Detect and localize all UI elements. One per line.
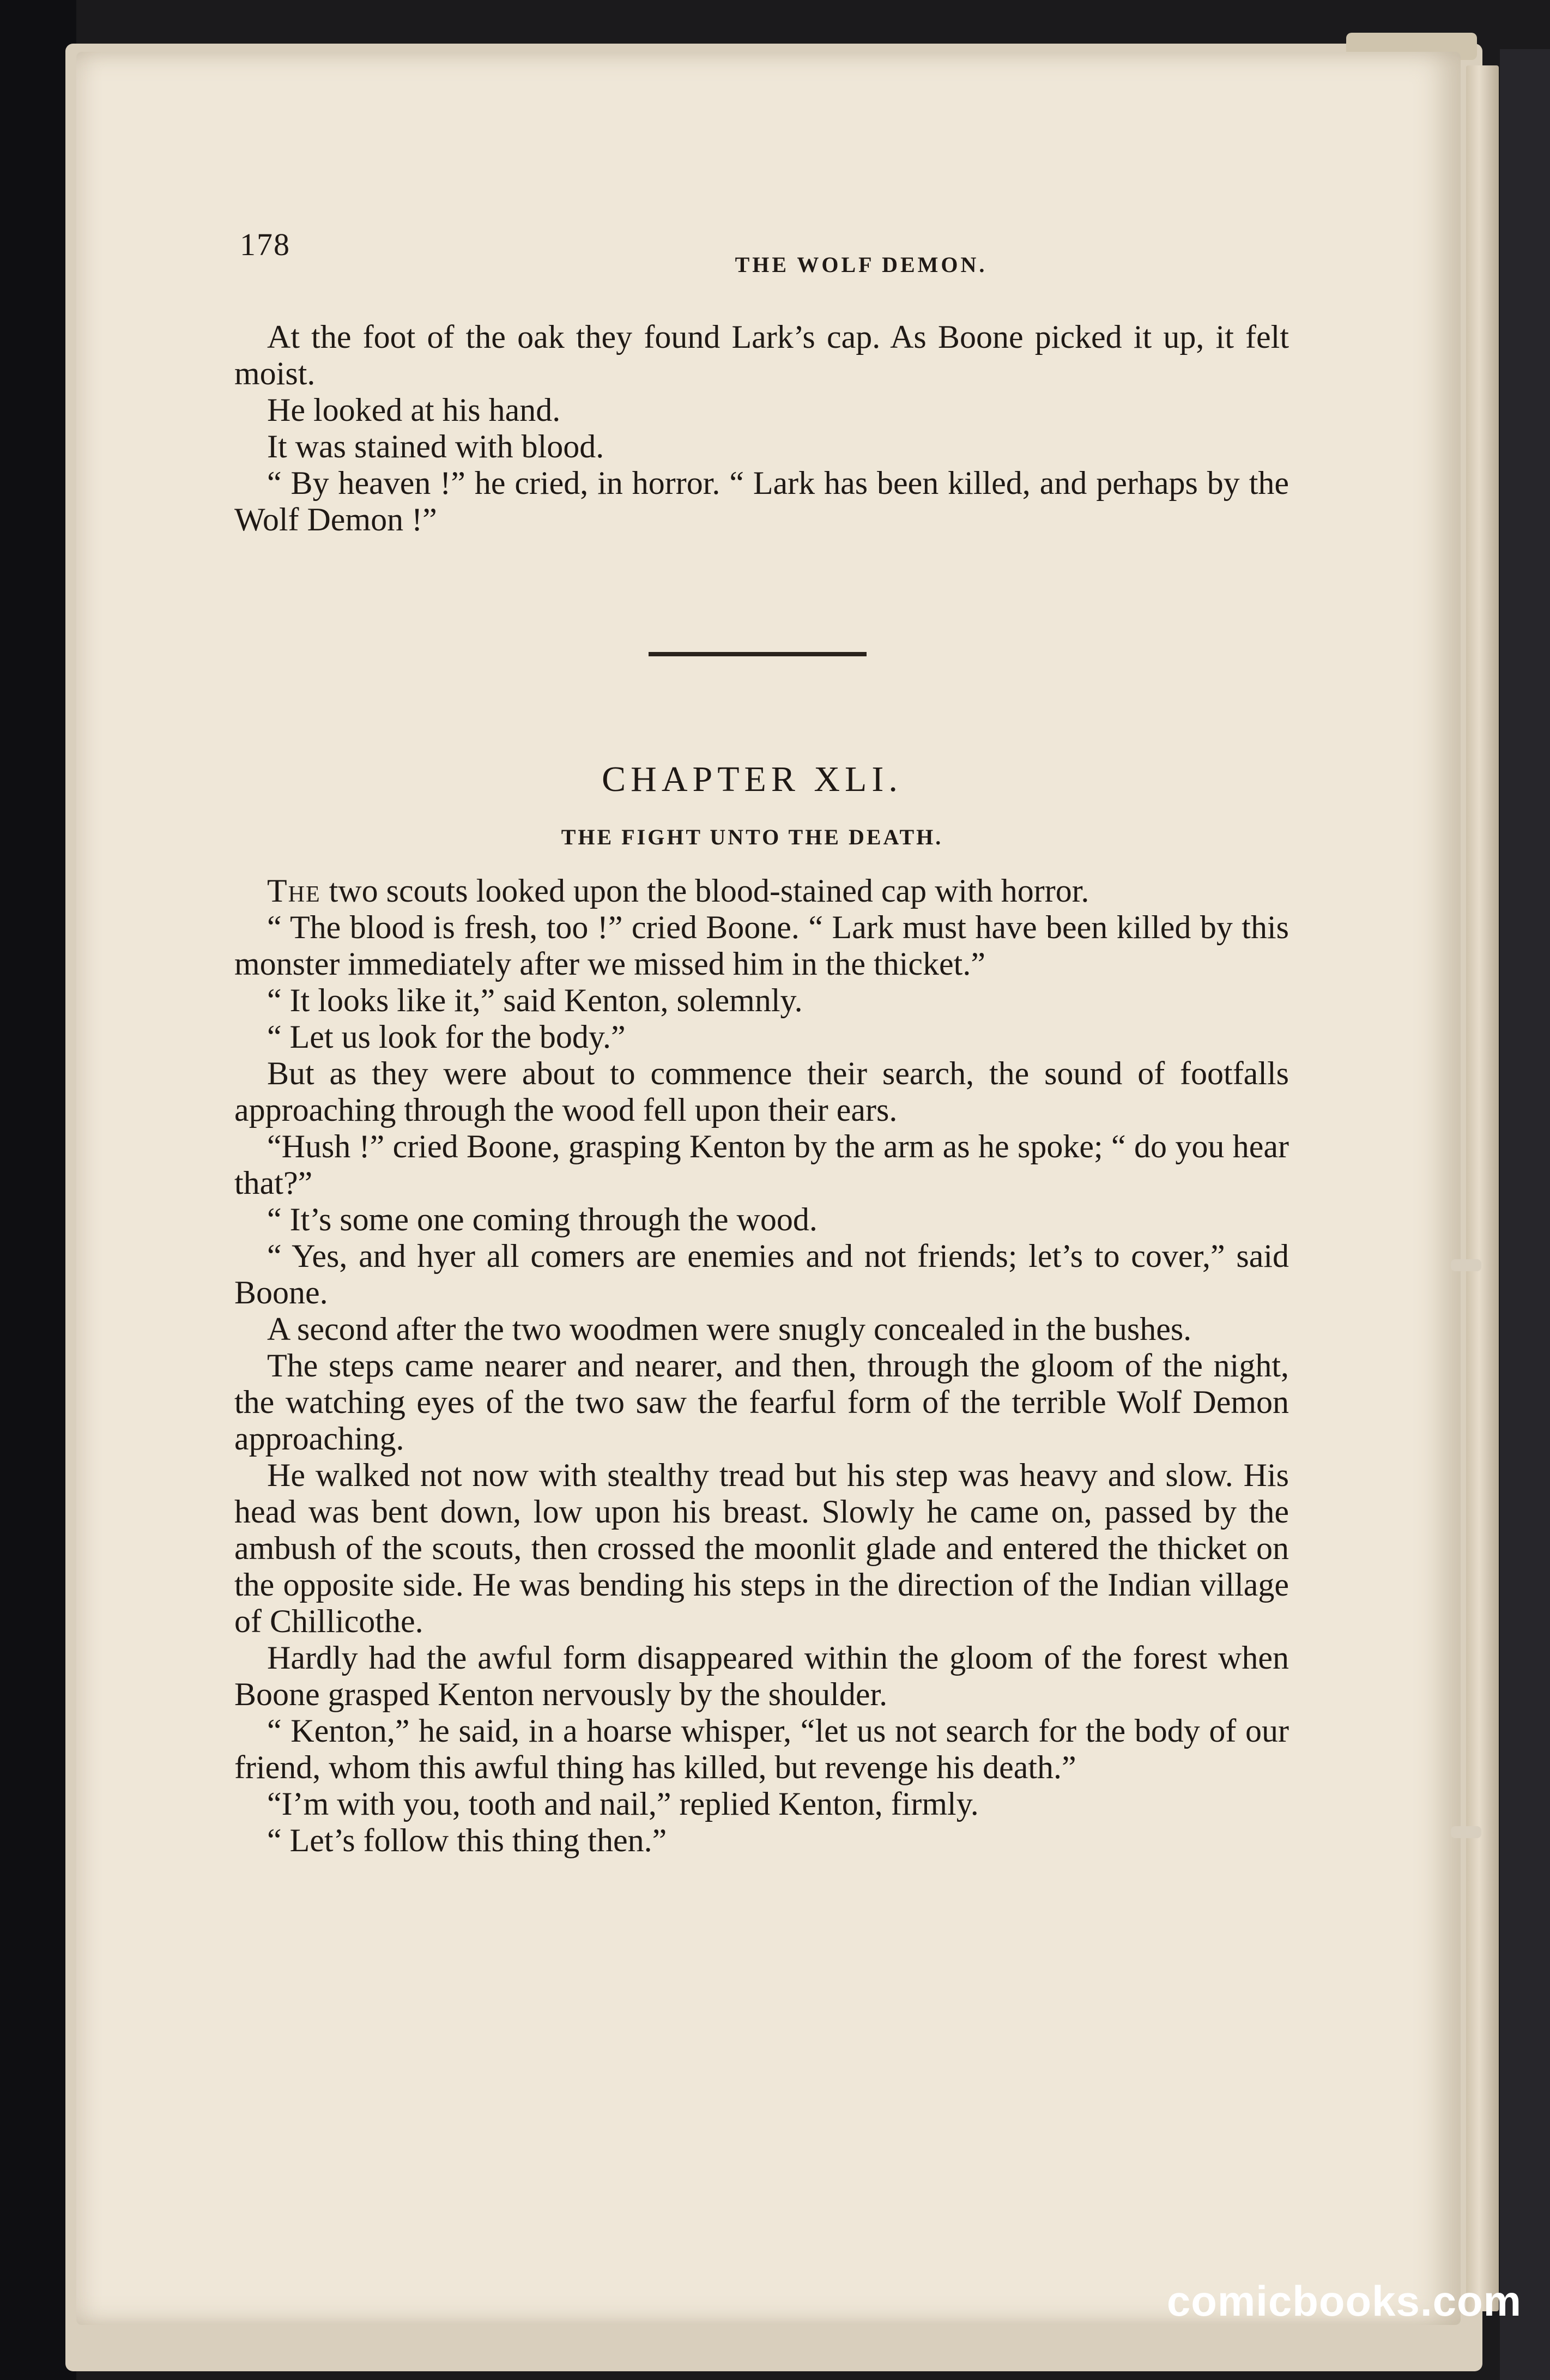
paragraph: Hardly had the awful form disappeared within the gloom of the forest when Boone grasped Kenton nervously by the shoulder.	[234, 1640, 1289, 1712]
left-shadow	[0, 0, 76, 2380]
paragraph: “ Kenton,” he said, in a hoarse whisper, “let us not search for the body of our friend, whom this awful thing has killed, but revenge his death.”	[234, 1713, 1289, 1785]
paragraph: He walked not now with stealthy tread but his step was heavy and slow. His head was bent down, low upon his breast. Slowly he came on, passed by the ambush of the scouts, then crossed the moonlit glade and entered the thicket on the opposite side. He was bending his steps in the direction of the Indian village of Chillicothe.	[234, 1457, 1289, 1639]
paragraph: “I’m with you, tooth and nail,” replied Kenton, firmly.	[267, 1786, 979, 1822]
opening-text	[234, 319, 1289, 538]
binding-stitch	[1451, 1826, 1481, 1838]
paragraph	[234, 873, 1289, 909]
paragraph: It was stained with blood.	[267, 428, 604, 464]
paragraph: The steps came nearer and nearer, and then, through the gloom of the night, the watching eyes of the two saw the fearful form of the terrible Wolf Demon approaching.	[234, 1348, 1289, 1457]
binding-stitch	[1451, 1259, 1481, 1271]
paragraph: “ Yes, and hyer all comers are enemies and not friends; let’s to cover,” said Boone.	[234, 1238, 1289, 1310]
background-strip	[1500, 49, 1550, 2380]
paragraph: He looked at his hand.	[267, 392, 561, 428]
watermark: comicbooks.com	[1166, 2277, 1522, 2325]
chapter-subtitle: THE FIGHT UNTO THE DEATH.	[561, 825, 943, 849]
chapter-heading: CHAPTER XLI.	[602, 759, 903, 799]
page-edges	[1466, 65, 1499, 2311]
paragraph: “ It looks like it,” said Kenton, solemnly.	[267, 982, 803, 1018]
paragraph: At the foot of the oak they found Lark’s cap. As Boone picked it up, it felt moist.	[234, 319, 1289, 391]
paragraph: “ Let us look for the body.”	[267, 1019, 626, 1055]
section-rule	[649, 652, 867, 656]
chapter-text	[234, 873, 1289, 1859]
paragraph: “ By heaven !” he cried, in horror. “ Lark has been killed, and perhaps by the Wolf Demon !”	[234, 465, 1289, 537]
first-word: The	[267, 873, 321, 909]
page-number: 178	[240, 226, 290, 262]
paragraph: “ Let’s follow this thing then.”	[267, 1822, 667, 1858]
paragraph: “ It’s some one coming through the wood.	[267, 1201, 818, 1237]
paragraph: “ The blood is fresh, too !” cried Boone. “ Lark must have been killed by this monster immediately after we missed him in the thicket.”	[234, 909, 1289, 982]
running-title: THE WOLF DEMON.	[735, 252, 988, 277]
paragraph: But as they were about to commence their search, the sound of footfalls approaching through the wood fell upon their ears.	[234, 1055, 1289, 1128]
paragraph: “Hush !” cried Boone, grasping Kenton by the arm as he spoke; “ do you hear that?”	[234, 1128, 1289, 1201]
paragraph: A second after the two woodmen were snugly concealed in the bushes.	[267, 1311, 1192, 1347]
first-paragraph-text: two scouts looked upon the blood-stained cap with horror.	[320, 873, 1089, 909]
